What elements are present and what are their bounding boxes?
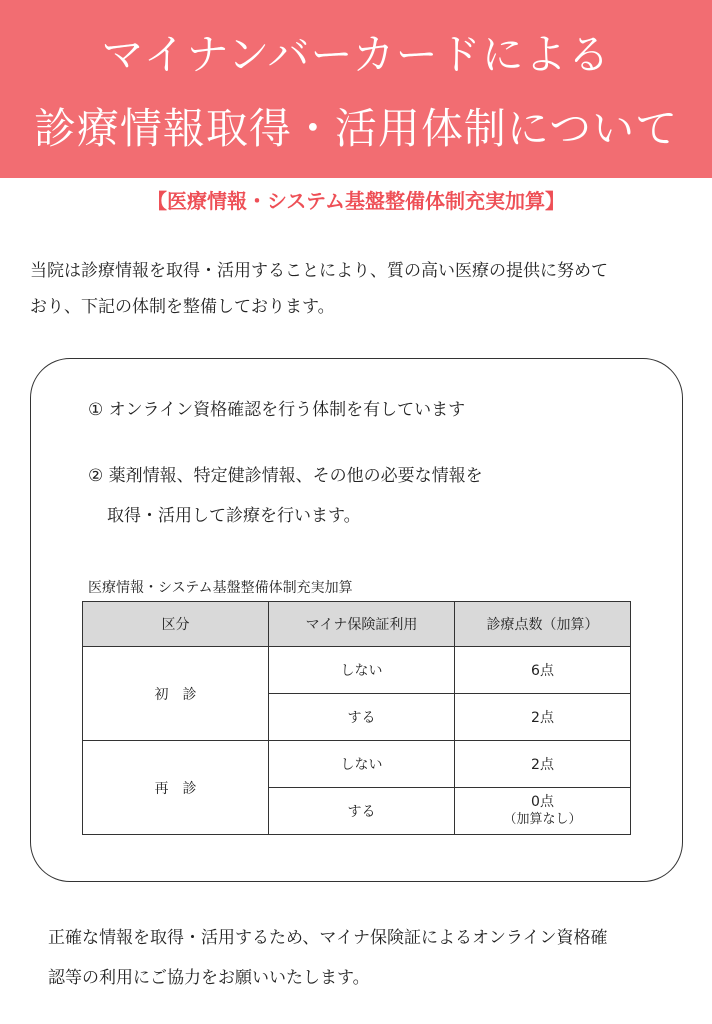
- closing-paragraph: [48, 918, 688, 998]
- header-banner: [0, 0, 712, 178]
- usage-cell: しない: [269, 741, 455, 788]
- header-points: 診療点数（加算）: [455, 602, 631, 647]
- subtitle: 【医療情報・システム基盤整備体制充実加算】: [147, 189, 565, 213]
- table-row: [83, 741, 631, 788]
- points-value: 0点: [531, 794, 554, 810]
- usage-cell: しない: [269, 647, 455, 694]
- banner-title-line1: マイナンバーカードによる: [101, 30, 611, 79]
- points-cell: 6点: [455, 647, 631, 694]
- item-1: ① オンライン資格確認を行う体制を有しています: [88, 400, 466, 420]
- category-revisit: 再 診: [83, 741, 269, 835]
- item-2-line1: ② 薬剤情報、特定健診情報、その他の必要な情報を: [88, 466, 483, 486]
- outro-line2: 認等の利用にご協力をお願いいたします。: [48, 968, 370, 988]
- points-cell: 2点: [455, 694, 631, 741]
- header-usage: マイナ保険証利用: [269, 602, 455, 647]
- table-caption: 医療情報・システム基盤整備体制充実加算: [88, 580, 353, 596]
- points-cell: 2点: [455, 741, 631, 788]
- intro-line1: 当院は診療情報を取得・活用することにより、質の高い医療の提供に努めて: [30, 261, 608, 281]
- item-2-line2: 取得・活用して診療を行います。: [107, 506, 361, 526]
- points-note: （加算なし）: [503, 812, 582, 827]
- outro-line1: 正確な情報を取得・活用するため、マイナ保険証によるオンライン資格確: [48, 928, 608, 948]
- table-header-row: [83, 602, 631, 647]
- points-cell: [455, 788, 631, 835]
- banner-title-line2: 診療情報取得・活用体制について: [33, 104, 679, 153]
- intro-line2: おり、下記の体制を整備しております。: [30, 297, 335, 317]
- usage-cell: する: [269, 694, 455, 741]
- header-category: 区分: [83, 602, 269, 647]
- fee-table: [82, 601, 631, 835]
- usage-cell: する: [269, 788, 455, 835]
- intro-paragraph: [30, 253, 680, 325]
- table-row: [83, 647, 631, 694]
- category-first-visit: 初 診: [83, 647, 269, 741]
